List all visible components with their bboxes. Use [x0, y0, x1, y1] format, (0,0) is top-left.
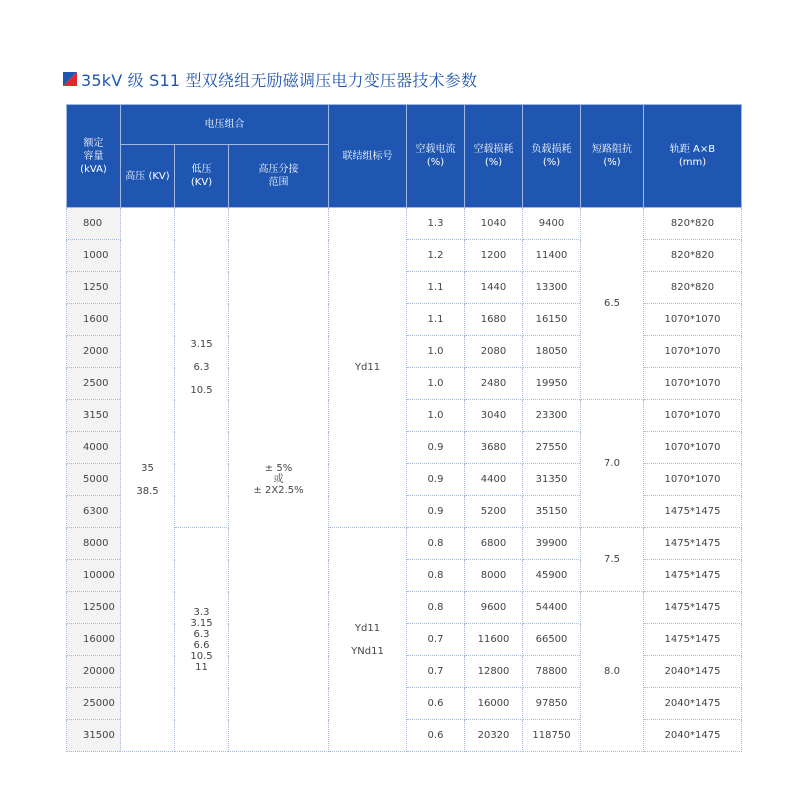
- capacity-cell: 1250: [67, 272, 121, 304]
- no-load-current-cell: 1.0: [407, 368, 465, 400]
- load-loss-cell: 13300: [523, 272, 581, 304]
- header-gauge: 轨距 A×B (mm): [644, 105, 742, 208]
- load-loss-cell: 23300: [523, 400, 581, 432]
- connection-cell-line: Yd11: [354, 362, 381, 373]
- load-loss-cell: 54400: [523, 592, 581, 624]
- lv-cell-line: 11: [195, 661, 208, 673]
- spec-table: [66, 104, 742, 752]
- capacity-cell: 8000: [67, 528, 121, 560]
- load-loss-cell: 78800: [523, 656, 581, 688]
- table-row: [67, 208, 742, 240]
- capacity-cell: 31500: [67, 720, 121, 752]
- page-title: 35kV 级 S11 型双绕组无励磁调压电力变压器技术参数: [81, 70, 478, 90]
- gauge-cell: 1070*1070: [644, 464, 742, 496]
- lv-cell: [175, 208, 229, 528]
- header-voltage-group: 电压组合: [121, 105, 329, 145]
- load-loss-cell: 31350: [523, 464, 581, 496]
- connection-cell: [329, 528, 407, 752]
- no-load-current-cell: 1.0: [407, 400, 465, 432]
- no-load-loss-cell: 6800: [465, 528, 523, 560]
- lv-cell: [175, 528, 229, 752]
- no-load-current-cell: 0.9: [407, 496, 465, 528]
- no-load-loss-cell: 20320: [465, 720, 523, 752]
- lv-cell-line: 3.15: [190, 339, 213, 350]
- connection-cell-line: Yd11: [354, 622, 381, 634]
- no-load-current-cell: 1.3: [407, 208, 465, 240]
- no-load-loss-cell: 3680: [465, 432, 523, 464]
- load-loss-cell: 18050: [523, 336, 581, 368]
- gauge-cell: 1070*1070: [644, 336, 742, 368]
- title-row: [63, 66, 477, 92]
- no-load-loss-cell: 12800: [465, 656, 523, 688]
- load-loss-cell: 97850: [523, 688, 581, 720]
- no-load-loss-cell: 16000: [465, 688, 523, 720]
- gauge-cell: 2040*1475: [644, 656, 742, 688]
- capacity-cell: 6300: [67, 496, 121, 528]
- capacity-cell: 20000: [67, 656, 121, 688]
- no-load-loss-cell: 1040: [465, 208, 523, 240]
- tap-range-cell: [229, 208, 329, 752]
- lv-cell-line: 10.5: [190, 385, 213, 396]
- header-capacity: 额定 容量 (kVA): [67, 105, 121, 208]
- no-load-current-cell: 0.6: [407, 720, 465, 752]
- load-loss-cell: 39900: [523, 528, 581, 560]
- gauge-cell: 1475*1475: [644, 528, 742, 560]
- capacity-cell: 800: [67, 208, 121, 240]
- gauge-cell: 820*820: [644, 272, 742, 304]
- hv-cell-line: 35: [141, 462, 154, 474]
- capacity-cell: 25000: [67, 688, 121, 720]
- title-flag-icon: [63, 72, 77, 86]
- no-load-current-cell: 1.0: [407, 336, 465, 368]
- impedance-cell: 7.0: [581, 400, 644, 528]
- gauge-cell: 1070*1070: [644, 400, 742, 432]
- capacity-cell: 10000: [67, 560, 121, 592]
- capacity-cell: 2500: [67, 368, 121, 400]
- gauge-cell: 1070*1070: [644, 304, 742, 336]
- header-no-load-current: 空载电流 (%): [407, 105, 465, 208]
- load-loss-cell: 11400: [523, 240, 581, 272]
- impedance-cell: 7.5: [581, 528, 644, 592]
- no-load-loss-cell: 1680: [465, 304, 523, 336]
- capacity-cell: 4000: [67, 432, 121, 464]
- no-load-loss-cell: 5200: [465, 496, 523, 528]
- capacity-cell: 12500: [67, 592, 121, 624]
- connection-cell-line: YNd11: [351, 645, 384, 657]
- gauge-cell: 1475*1475: [644, 624, 742, 656]
- gauge-cell: 2040*1475: [644, 720, 742, 752]
- tap-range-cell-line: ± 2X2.5%: [253, 485, 304, 496]
- load-loss-cell: 35150: [523, 496, 581, 528]
- connection-cell: [329, 208, 407, 528]
- capacity-cell: 3150: [67, 400, 121, 432]
- no-load-loss-cell: 11600: [465, 624, 523, 656]
- lv-cell-line: 6.6: [193, 639, 210, 651]
- tap-range-cell-line: 或: [273, 474, 284, 485]
- load-loss-cell: 45900: [523, 560, 581, 592]
- hv-cell-line: 38.5: [136, 485, 159, 497]
- gauge-cell: 1475*1475: [644, 560, 742, 592]
- gauge-cell: 2040*1475: [644, 688, 742, 720]
- impedance-cell: 6.5: [581, 208, 644, 400]
- lv-cell-line: 3.15: [190, 617, 213, 629]
- tap-range-cell-line: ± 5%: [264, 463, 293, 474]
- gauge-cell: 820*820: [644, 208, 742, 240]
- lv-cell-line: 3.3: [193, 606, 210, 618]
- header-lv: 低压 (KV): [175, 145, 229, 208]
- header-no-load-loss: 空载损耗 (%): [465, 105, 523, 208]
- no-load-current-cell: 0.8: [407, 592, 465, 624]
- lv-cell-line: 6.3: [193, 362, 210, 373]
- header-impedance: 短路阻抗 (%): [581, 105, 644, 208]
- load-loss-cell: 9400: [523, 208, 581, 240]
- no-load-loss-cell: 1200: [465, 240, 523, 272]
- no-load-current-cell: 1.1: [407, 272, 465, 304]
- lv-cell-line: 6.3: [193, 628, 210, 640]
- no-load-current-cell: 1.1: [407, 304, 465, 336]
- header-tap-range: 高压分接 范围: [229, 145, 329, 208]
- header-hv: 高压 (KV): [121, 145, 175, 208]
- gauge-cell: 1070*1070: [644, 432, 742, 464]
- no-load-current-cell: 0.7: [407, 624, 465, 656]
- header-connection: 联结组标号: [329, 105, 407, 208]
- no-load-current-cell: 0.6: [407, 688, 465, 720]
- gauge-cell: 820*820: [644, 240, 742, 272]
- load-loss-cell: 27550: [523, 432, 581, 464]
- capacity-cell: 1000: [67, 240, 121, 272]
- header-load-loss: 负载损耗 (%): [523, 105, 581, 208]
- no-load-loss-cell: 1440: [465, 272, 523, 304]
- load-loss-cell: 19950: [523, 368, 581, 400]
- no-load-current-cell: 0.7: [407, 656, 465, 688]
- gauge-cell: 1475*1475: [644, 496, 742, 528]
- table-body: [67, 208, 742, 752]
- gauge-cell: 1070*1070: [644, 368, 742, 400]
- no-load-current-cell: 1.2: [407, 240, 465, 272]
- no-load-current-cell: 0.8: [407, 528, 465, 560]
- load-loss-cell: 16150: [523, 304, 581, 336]
- no-load-current-cell: 0.8: [407, 560, 465, 592]
- no-load-loss-cell: 4400: [465, 464, 523, 496]
- no-load-current-cell: 0.9: [407, 432, 465, 464]
- load-loss-cell: 118750: [523, 720, 581, 752]
- no-load-loss-cell: 3040: [465, 400, 523, 432]
- capacity-cell: 16000: [67, 624, 121, 656]
- no-load-loss-cell: 2080: [465, 336, 523, 368]
- no-load-loss-cell: 9600: [465, 592, 523, 624]
- gauge-cell: 1475*1475: [644, 592, 742, 624]
- capacity-cell: 5000: [67, 464, 121, 496]
- no-load-loss-cell: 8000: [465, 560, 523, 592]
- load-loss-cell: 66500: [523, 624, 581, 656]
- lv-cell-line: 10.5: [190, 650, 213, 662]
- capacity-cell: 2000: [67, 336, 121, 368]
- no-load-loss-cell: 2480: [465, 368, 523, 400]
- impedance-cell: 8.0: [581, 592, 644, 752]
- capacity-cell: 1600: [67, 304, 121, 336]
- no-load-current-cell: 0.9: [407, 464, 465, 496]
- hv-cell: [121, 208, 175, 752]
